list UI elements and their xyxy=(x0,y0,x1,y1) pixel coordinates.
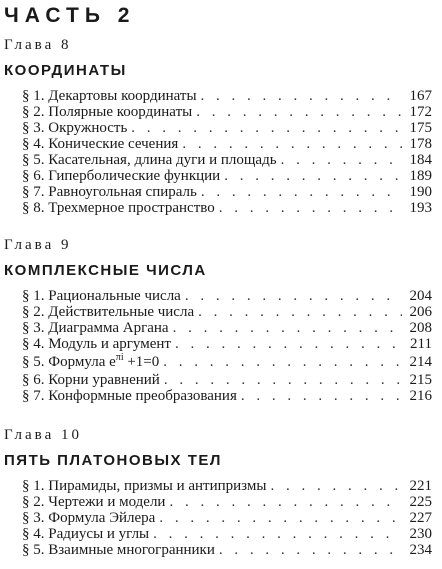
dot-leader xyxy=(196,104,402,120)
section-title: § 4. Радиусы и углы xyxy=(22,526,150,542)
dot-leader xyxy=(164,372,402,388)
section-title: § 4. Модуль и аргумент xyxy=(22,336,171,352)
dot-leader xyxy=(175,336,402,352)
toc-entry[interactable] xyxy=(22,104,432,120)
dot-leader xyxy=(173,320,402,336)
toc-entry[interactable] xyxy=(22,372,432,388)
section-title: § 6. Корни уравнений xyxy=(22,372,160,388)
dot-leader xyxy=(198,304,402,320)
dot-leader xyxy=(201,88,402,104)
section-title xyxy=(22,354,159,370)
page-number: 189 xyxy=(409,168,432,184)
dot-leader xyxy=(185,288,402,304)
dot-leader xyxy=(182,136,402,152)
section-title: § 4. Конические сечения xyxy=(22,136,179,152)
page-number: 227 xyxy=(409,510,432,526)
page-number: 208 xyxy=(409,320,432,336)
section-title: § 5. Взаимные многогранники xyxy=(22,542,215,558)
chapter-label: Глава 8 xyxy=(4,37,72,53)
dot-leader xyxy=(219,200,402,216)
part-title: ЧАСТЬ 2 xyxy=(4,4,136,27)
page-number: 172 xyxy=(409,104,432,120)
toc-entry[interactable] xyxy=(22,304,432,320)
section-title: § 2. Действительные числа xyxy=(22,304,195,320)
chapter-title: ПЯТЬ ПЛАТОНОВЫХ ТЕЛ xyxy=(4,452,222,469)
section-title: § 7. Равноугольная спираль xyxy=(22,184,197,200)
dot-leader xyxy=(201,184,402,200)
page-number: 190 xyxy=(409,184,432,200)
section-title: § 8. Трехмерное пространство xyxy=(22,200,215,216)
toc-entry[interactable] xyxy=(22,510,432,526)
page-number: 230 xyxy=(409,526,432,542)
page-number: 167 xyxy=(409,88,432,104)
page-number: 184 xyxy=(409,152,432,168)
toc-entry[interactable] xyxy=(22,200,432,216)
section-title: § 5. Касательная, длина дуги и площадь xyxy=(22,152,277,168)
toc-entry[interactable] xyxy=(22,88,432,104)
section-title: § 6. Гиперболические функции xyxy=(22,168,221,184)
formula-exponent: πi xyxy=(115,352,124,363)
dot-leader xyxy=(153,526,402,542)
page-number: 193 xyxy=(409,200,432,216)
toc-entry[interactable] xyxy=(22,354,432,370)
chapter-title: КООРДИНАТЫ xyxy=(4,62,127,79)
page-number: 178 xyxy=(409,136,432,152)
toc-entry[interactable] xyxy=(22,336,432,352)
page-number: 214 xyxy=(409,354,432,370)
section-title: § 2. Полярные координаты xyxy=(22,104,193,120)
page-number: 215 xyxy=(409,372,432,388)
page-number: 221 xyxy=(409,478,432,494)
toc-entry[interactable] xyxy=(22,184,432,200)
dot-leader xyxy=(163,354,402,370)
section-title: § 3. Формула Эйлера xyxy=(22,510,156,526)
section-title: § 1. Рациональные числа xyxy=(22,288,181,304)
toc-entry[interactable] xyxy=(22,152,432,168)
toc-entry[interactable] xyxy=(22,136,432,152)
toc-entry[interactable] xyxy=(22,388,432,404)
toc-entry[interactable] xyxy=(22,288,432,304)
section-title: § 3. Окружность xyxy=(22,120,128,136)
page-number: 234 xyxy=(409,542,432,558)
page-number: 204 xyxy=(409,288,432,304)
dot-leader xyxy=(131,120,402,136)
dot-leader xyxy=(281,152,402,168)
section-title: § 7. Конформные преобразования xyxy=(22,388,237,404)
page-number: 175 xyxy=(409,120,432,136)
chapter-label: Глава 10 xyxy=(4,427,82,443)
formula-rest: +1=0 xyxy=(123,354,160,370)
section-title-text: § 5. Формула e xyxy=(22,354,116,370)
toc-entry[interactable] xyxy=(22,478,432,494)
section-title: § 2. Чертежи и модели xyxy=(22,494,166,510)
toc-entry[interactable] xyxy=(22,120,432,136)
page-number: 225 xyxy=(409,494,432,510)
section-title: § 3. Диаграмма Аргана xyxy=(22,320,169,336)
dot-leader xyxy=(270,478,402,494)
page-number: 206 xyxy=(409,304,432,320)
toc-entry[interactable] xyxy=(22,168,432,184)
section-title: § 1. Пирамиды, призмы и антипризмы xyxy=(22,478,267,494)
toc-entry[interactable] xyxy=(22,320,432,336)
toc-entry[interactable] xyxy=(22,542,432,558)
chapter-title: КОМПЛЕКСНЫЕ ЧИСЛА xyxy=(4,262,207,279)
dot-leader xyxy=(241,388,402,404)
page-number: 216 xyxy=(409,388,432,404)
dot-leader xyxy=(224,168,402,184)
page-number: 211 xyxy=(410,336,432,352)
section-title: § 1. Декартовы координаты xyxy=(22,88,197,104)
toc-entry[interactable] xyxy=(22,494,432,510)
dot-leader xyxy=(219,542,402,558)
chapter-label: Глава 9 xyxy=(4,237,72,253)
dot-leader xyxy=(159,510,402,526)
toc-entry[interactable] xyxy=(22,526,432,542)
dot-leader xyxy=(169,494,402,510)
